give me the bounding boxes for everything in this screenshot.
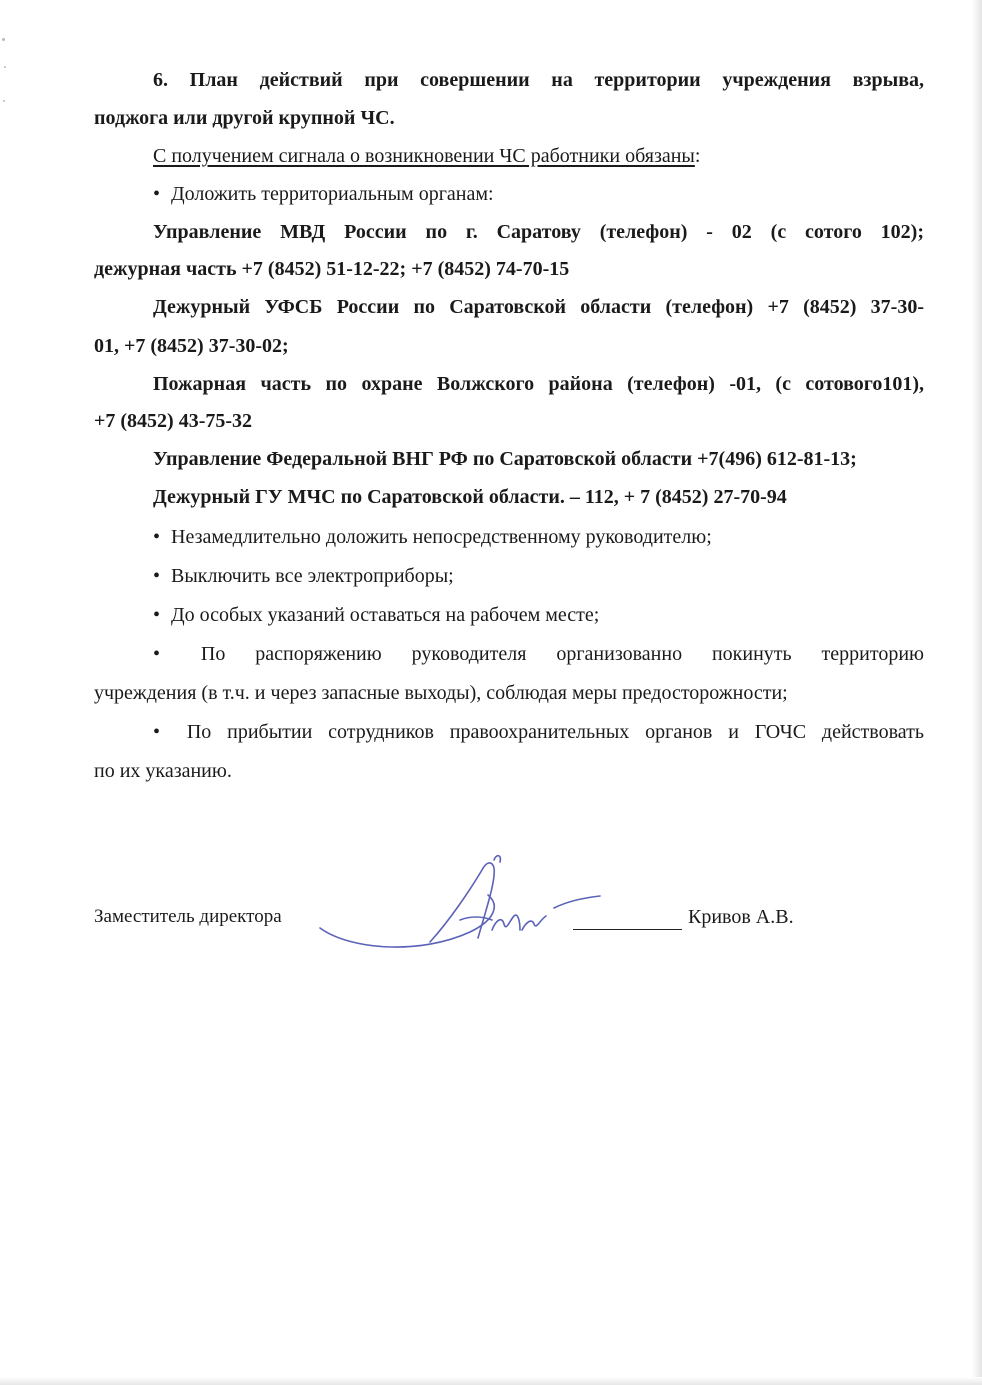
scan-speck [4, 66, 6, 68]
signature-position: Заместитель директора [94, 906, 282, 927]
contact-fire-line1: Пожарная часть по охране Волжского района (телефон) -01, (с сотового101), [153, 373, 924, 395]
contact-mchs: Дежурный ГУ МЧС по Саратовской области. – 112, + 7 (8452) 27-70-94 [153, 486, 787, 508]
bullet-leave-line2: учреждения (в т.ч. и через запасные выходы), соблюдая меры предосторожности; [94, 682, 788, 704]
bullet-text: Доложить территориальным органам: [171, 183, 494, 205]
contact-fsb-line1: Дежурный УФСБ России по Саратовской области (телефон) +7 (8452) 37-30- [153, 296, 924, 318]
scan-speck [3, 100, 5, 102]
section-heading-line1: 6. План действий при совершении на территории учреждения взрыва, [153, 69, 924, 91]
bullet-text: До особых указаний оставаться на рабочем месте; [171, 604, 600, 626]
bullet-switch-off [153, 566, 454, 586]
bullet-icon: • [153, 643, 161, 665]
intro-tail: : [694, 145, 701, 167]
contact-mvd-line1: Управление МВД России по г. Саратову (телефон) - 02 (с сотого 102); [153, 221, 924, 243]
bullet-report-territorial [153, 184, 494, 204]
bullet-text: Незамедлительно доложить непосредственному руководителю; [171, 526, 712, 548]
intro-underlined: С получением сигнала о возникновении ЧС работники обязаны [153, 145, 695, 167]
bullet-icon: • [153, 565, 161, 587]
bullet-icon: • [153, 526, 161, 548]
bullet-stay [153, 605, 599, 625]
contact-fire-line2: +7 (8452) 43-75-32 [94, 410, 253, 432]
bullet-text: По распоряжению руководителя организованно покинуть территорию [200, 643, 924, 665]
page-bottom-shadow [0, 1377, 982, 1385]
bullet-report-manager [153, 527, 712, 547]
bullet-text: Выключить все электроприборы; [171, 565, 454, 587]
bullet-icon: • [153, 183, 161, 205]
contact-mvd-line2: дежурная часть +7 (8452) 51-12-22; +7 (8452) 74-70-15 [94, 258, 570, 280]
contact-vng: Управление Федеральной ВНГ РФ по Саратовской области +7(496) 612-81-13; [153, 448, 857, 470]
scan-speck [2, 38, 5, 41]
bullet-text: По прибытии сотрудников правоохранительных органов и ГОЧС действовать [186, 721, 924, 743]
signature-name: Кривов А.В. [688, 906, 794, 928]
intro-line [153, 146, 700, 166]
page-edge-shadow [972, 0, 982, 1385]
signature-underline [573, 929, 682, 930]
section-heading-line2: поджога или другой крупной ЧС. [94, 107, 395, 129]
bullet-icon: • [153, 721, 161, 743]
handwritten-signature [310, 850, 610, 955]
bullet-act-line2: по их указанию. [94, 760, 232, 782]
bullet-leave-line1 [153, 644, 924, 664]
bullet-act-line1 [153, 722, 924, 742]
bullet-icon: • [153, 604, 161, 626]
contact-fsb-line2: 01, +7 (8452) 37-30-02; [94, 335, 289, 357]
